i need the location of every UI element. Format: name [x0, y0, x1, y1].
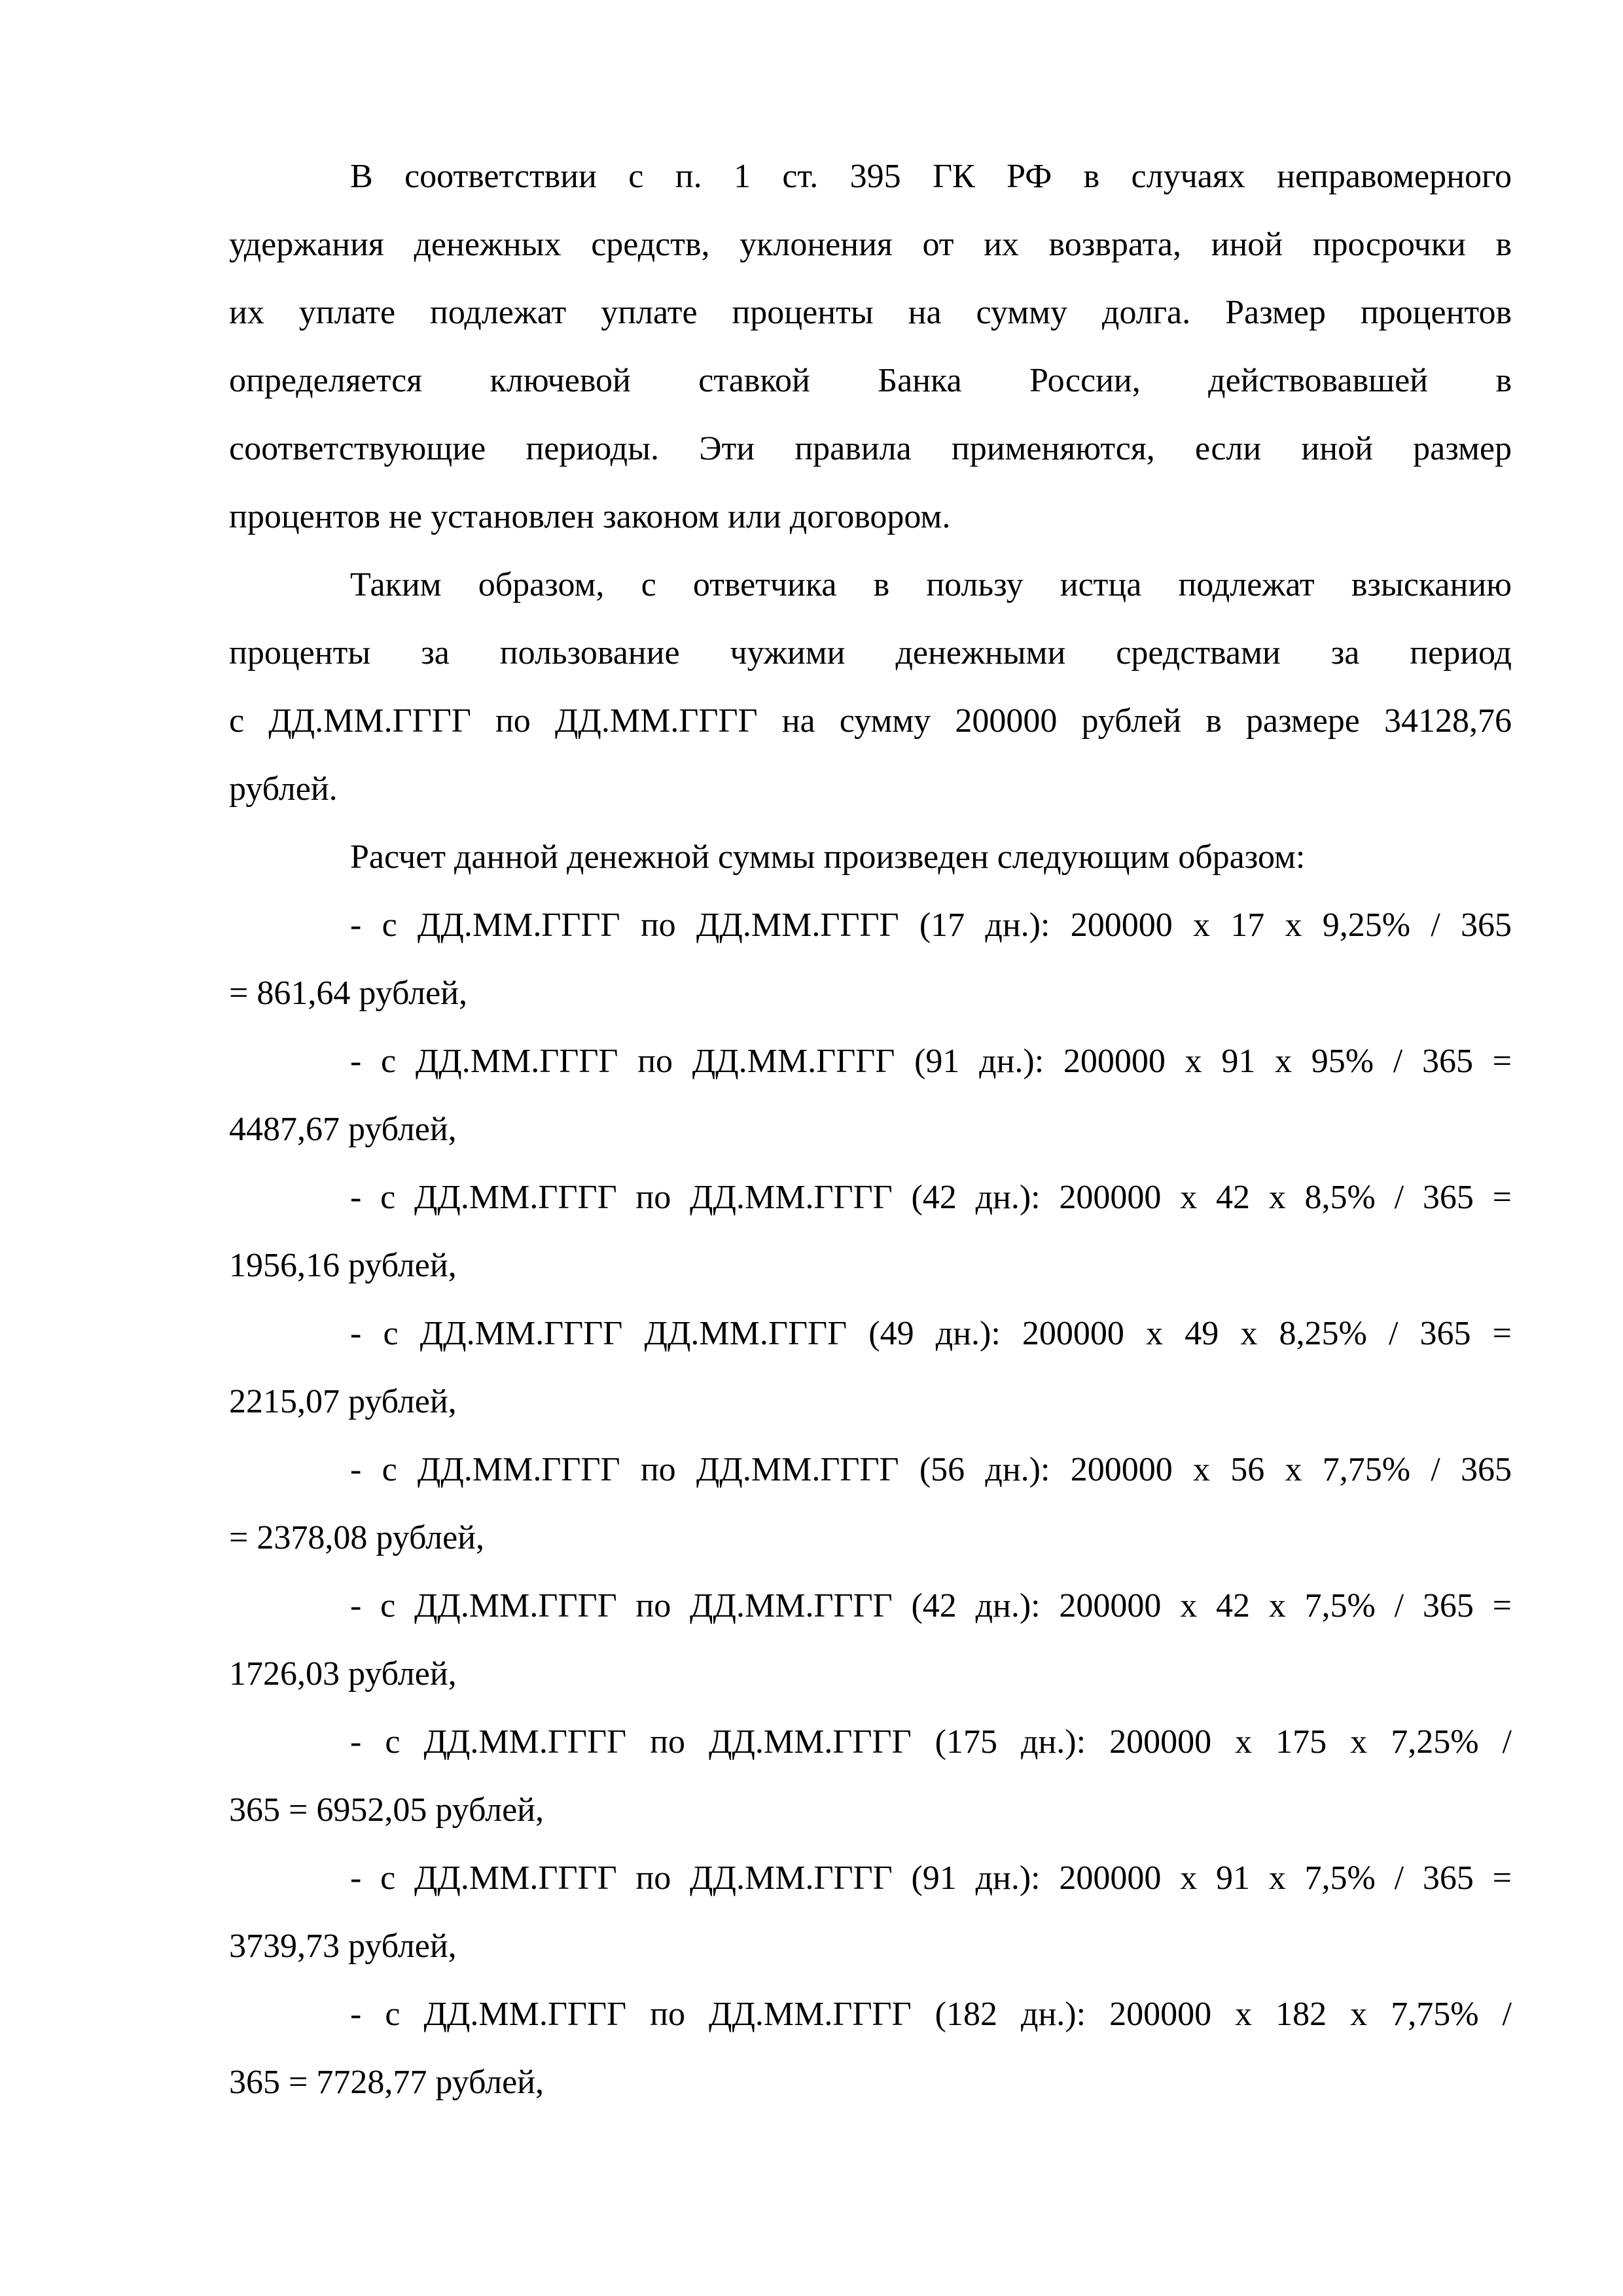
text-line: с ДД.ММ.ГГГГ по ДД.ММ.ГГГГ на сумму 200000 рублей в размере 34128,76 — [229, 702, 1512, 740]
paragraph — [229, 1164, 1512, 1300]
text-line: 365 = 7728,77 рублей, — [229, 2064, 544, 2101]
text-line: 2215,07 рублей, — [229, 1383, 457, 1420]
text-line: - с ДД.ММ.ГГГГ по ДД.ММ.ГГГГ (17 дн.): 200000 х 17 х 9,25% / 365 — [350, 906, 1512, 944]
text-line: Таким образом, с ответчика в пользу истца подлежат взысканию — [350, 566, 1512, 603]
text-line: - с ДД.ММ.ГГГГ по ДД.ММ.ГГГГ (91 дн.): 200000 х 91 х 95% / 365 = — [350, 1043, 1512, 1080]
text-line: - с ДД.ММ.ГГГГ по ДД.ММ.ГГГГ (42 дн.): 200000 х 42 х 8,5% / 365 = — [350, 1179, 1512, 1216]
text-line: Расчет данной денежной суммы произведен следующим образом: — [350, 838, 1306, 876]
text-line: 1726,03 рублей, — [229, 1655, 457, 1693]
text-line: - с ДД.ММ.ГГГГ по ДД.ММ.ГГГГ (175 дн.): 200000 х 175 х 7,25% / — [350, 1723, 1512, 1761]
paragraph — [229, 1572, 1512, 1708]
paragraph — [229, 891, 1512, 1028]
text-line: определяется ключевой ставкой Банка России, действовавшей в — [229, 362, 1512, 399]
document-body — [229, 143, 1512, 2117]
text-line: их уплате подлежат уплате проценты на сумму долга. Размер процентов — [229, 294, 1512, 331]
text-line: = 861,64 рублей, — [229, 975, 467, 1012]
paragraph — [229, 1028, 1512, 1164]
paragraph — [229, 1436, 1512, 1572]
text-line: В соответствии с п. 1 ст. 395 ГК РФ в случаях неправомерного — [350, 158, 1512, 195]
text-line: рублей. — [229, 770, 338, 808]
paragraph — [229, 1981, 1512, 2117]
text-line: удержания денежных средств, уклонения от их возврата, иной просрочки в — [229, 226, 1512, 263]
text-line: процентов не установлен законом или договором. — [229, 498, 951, 535]
text-line: - с ДД.ММ.ГГГГ ДД.ММ.ГГГГ (49 дн.): 200000 х 49 х 8,25% / 365 = — [350, 1315, 1512, 1352]
text-line: 365 = 6952,05 рублей, — [229, 1791, 544, 1829]
text-line: = 2378,08 рублей, — [229, 1519, 484, 1556]
paragraph — [229, 551, 1512, 823]
text-line: соответствующие периоды. Эти правила применяются, если иной размер — [229, 430, 1512, 467]
text-line: 1956,16 рублей, — [229, 1247, 457, 1284]
paragraph — [229, 1708, 1512, 1844]
paragraph — [229, 1300, 1512, 1436]
text-line: - с ДД.ММ.ГГГГ по ДД.ММ.ГГГГ (182 дн.): 200000 х 182 х 7,75% / — [350, 1996, 1512, 2033]
text-line: - с ДД.ММ.ГГГГ по ДД.ММ.ГГГГ (56 дн.): 200000 х 56 х 7,75% / 365 — [350, 1451, 1512, 1488]
text-line: - с ДД.ММ.ГГГГ по ДД.ММ.ГГГГ (91 дн.): 200000 х 91 х 7,5% / 365 = — [350, 1859, 1512, 1897]
text-line: проценты за пользование чужими денежными средствами за период — [229, 634, 1512, 672]
paragraph — [229, 143, 1512, 551]
paragraph — [229, 1844, 1512, 1981]
text-line: 4487,67 рублей, — [229, 1111, 457, 1148]
text-line: - с ДД.ММ.ГГГГ по ДД.ММ.ГГГГ (42 дн.): 200000 х 42 х 7,5% / 365 = — [350, 1587, 1512, 1624]
paragraph — [229, 823, 1512, 891]
text-line: 3739,73 рублей, — [229, 1928, 457, 1965]
